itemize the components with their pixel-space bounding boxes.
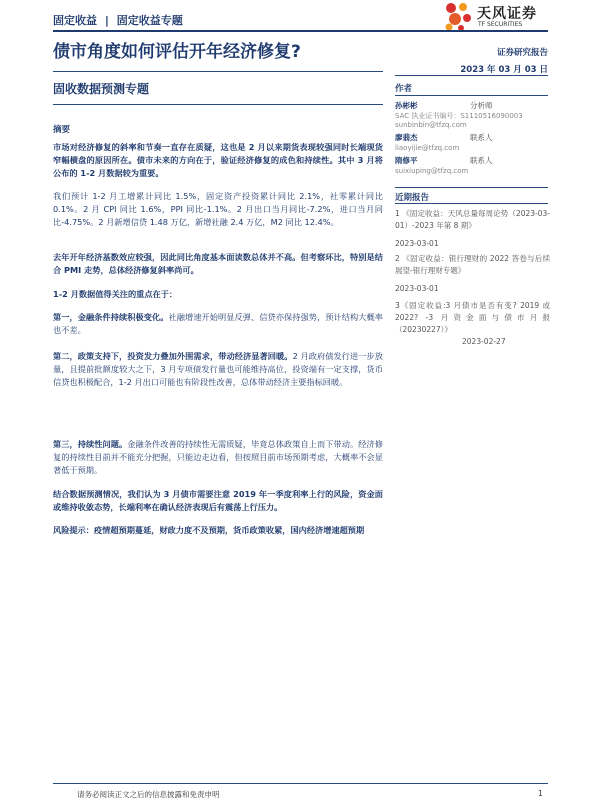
- abstract-label: 摘要: [53, 125, 71, 135]
- logo-mark-icon: [443, 2, 473, 32]
- risk-warning-paragraph: 风险提示：疫情超预期蔓延，财政力度不及预期，货币政策收紧，国内经济增速超预期: [53, 525, 365, 535]
- footer-rule: [53, 783, 548, 784]
- focus-points-heading: 1-2 月数据值得关注的重点在于：: [53, 289, 178, 299]
- point-two-text: 2 月政府债发行进一步放量，且提前批额度较大之下，3 月专项债发行量也可能维持高位，投资端有一定支撑，货币信贷也积极配合，1-2 月出口可能也有阶段性改善，总体带动经济主要指标回暖。: [53, 351, 383, 387]
- base-effect-paragraph: 去年开年经济基数效应较强，因此同比角度基本面读数总体并不高。但考察环比，特别是结合 PMI 走势，总体经济修复斜率尚可。: [53, 252, 383, 275]
- report-date: 2023 年 03 月 03 日: [460, 65, 548, 75]
- point-one-text: 社融增速开始明显反弹、信贷亦保持强势，预计结构大概率也不差。: [53, 312, 383, 335]
- subtitle-rule: [53, 104, 383, 105]
- recent-report-item[interactable]: 3《固定收益:3 月债市是否有变? 2019 或 2022? -3 月资金面与债市月报（20230227）》: [395, 301, 550, 334]
- author-role: 分析师: [470, 101, 493, 110]
- header-rule: [53, 30, 548, 32]
- abstract-paragraph: 市场对经济修复的斜率和节奏一直存在质疑，这也是 2 月以来期货表现较强同时长端现货窄幅横盘的原因所在。债市未来的方向在于，验证经济修复的成色和持续性。其中 3 月将公布的 1-2 月数据较为重要。: [53, 142, 383, 178]
- breadcrumb: [53, 12, 183, 28]
- point-one-paragraph: [53, 311, 383, 337]
- report-type: 证券研究报告: [496, 48, 548, 58]
- author-email[interactable]: suixiuping@tfzq.com: [395, 167, 469, 175]
- date-rule: [395, 75, 548, 76]
- authors-label: 作者: [395, 84, 413, 94]
- point-three-text: 金融条件改善的持续性无需质疑，毕竟总体政策自上而下带动。经济修复的持续性目前并不能充分把握，只能边走边看，但按照目前市场预期考虑，大概率不会显著低于预期。: [53, 439, 383, 475]
- title-rule: [53, 71, 383, 72]
- author-name: 孙彬彬: [395, 101, 418, 110]
- breadcrumb-subcategory: 固定收益专题: [116, 14, 183, 27]
- report-subtitle: 固收数据预测专题: [53, 82, 150, 96]
- recent-rule: [395, 203, 548, 204]
- logo-text-cn: 天风证券: [477, 6, 537, 22]
- author-name: 隋修平: [395, 156, 418, 165]
- footer-disclaimer: 请务必阅读正文之后的信息披露和免责申明: [77, 790, 220, 799]
- point-three-lead: 第三，持续性问题。: [53, 439, 128, 449]
- recent-report-item[interactable]: 2 《固定收益：银行理财的 2022 答卷与后续展望-银行理财专题》: [395, 254, 550, 275]
- author-role: 联系人: [470, 156, 493, 165]
- point-one-lead: 第一，金融条件持续积极变化。: [53, 312, 169, 322]
- author-role: 联系人: [470, 133, 493, 142]
- authors-rule: [395, 95, 548, 96]
- point-two-paragraph: [53, 350, 383, 389]
- conclusion-paragraph: 结合数据预测情况，我们认为 3 月债市需要注意 2019 年一季度利率上行的风险，资金面或维持收敛态势，长端利率在确认经济表现后有震荡上行压力。: [53, 489, 383, 512]
- author-name: 廖翡杰: [395, 133, 418, 142]
- page-title: 债市角度如何评估开年经济修复?: [53, 42, 301, 62]
- forecast-paragraph: 我们预计 1-2 月工增累计同比 1.5%，固定资产投资累计同比 2.1%，社零累计同比 0.1%。2 月 CPI 同比 1.6%，PPI 同比-1.1%。2 月出口当月同比-7.2%，进口当月同比-4.75%。2 月新增信贷 1.48 万亿，新增社融 2.4 万亿，M2 同比 12.4%。: [53, 191, 383, 227]
- company-logo: [443, 2, 583, 32]
- author-email[interactable]: liaoyijie@tfzq.com: [395, 144, 460, 152]
- point-two-lead: 第二，政策支持下，投资发力叠加外围需求，带动经济显著回暖。: [53, 351, 293, 361]
- recent-report-date: 2023-02-27: [462, 337, 506, 346]
- recent-report-date: 2023-03-01: [395, 239, 439, 248]
- author-email[interactable]: sunbinbin@tfzq.com: [395, 121, 467, 129]
- logo-text-en: TF SECURITIES: [478, 21, 523, 28]
- page-number: 1: [538, 789, 543, 798]
- breadcrumb-separator: |: [104, 14, 109, 27]
- recent-reports-label: 近期报告: [395, 193, 430, 203]
- point-three-paragraph: [53, 438, 383, 477]
- recent-report-item[interactable]: 1 《固定收益：天风总量每周论势（2023-03-01）-2023 年第 8 期》: [395, 209, 550, 230]
- recent-top-rule: [395, 187, 548, 188]
- recent-report-date: 2023-03-01: [395, 284, 439, 293]
- breadcrumb-category: 固定收益: [53, 14, 97, 27]
- author-cert: SAC 执业证书编号：S1110516090003: [395, 112, 523, 120]
